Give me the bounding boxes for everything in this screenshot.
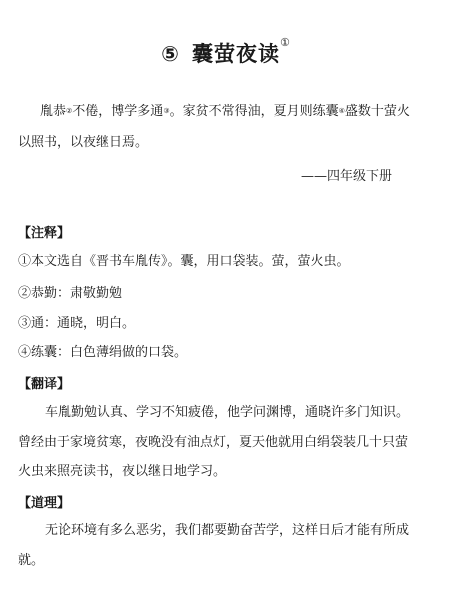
- note-mark-2: ②: [66, 107, 73, 115]
- translation-line-3: 火虫来照亮读书，夜以继日地学习。: [18, 464, 227, 479]
- note-item-2: ②恭勤：肃敬勤勉: [18, 286, 123, 301]
- text-segment: 。家贫不常得油，夏月则练囊: [169, 104, 339, 119]
- translation-line-1: 车胤勤勉认真、学习不知疲倦，他学问渊博，通晓许多门知识。: [45, 405, 410, 420]
- translation-heading: 【翻译】: [18, 377, 71, 392]
- note-item-3: ③通：通晓，明白。: [18, 316, 136, 331]
- moral-line-2: 就。: [18, 553, 45, 568]
- moral-heading: 【道理】: [18, 496, 71, 511]
- source-attribution: ——四年级下册: [300, 169, 392, 184]
- title-note-mark: ①: [279, 36, 291, 49]
- classical-text-line-2: 以照书，以夜继日焉。: [18, 135, 149, 150]
- note-mark-4: ④: [338, 107, 345, 115]
- title-text: 囊萤夜读: [191, 42, 280, 66]
- text-segment: 不倦，博学多通: [72, 104, 164, 119]
- page-title: [0, 38, 452, 68]
- note-item-4: ④练囊：白色薄绢做的口袋。: [18, 345, 188, 360]
- translation-line-2: 曾经由于家境贫寒，夜晚没有油点灯，夏天他就用白绢袋装几十只萤: [18, 435, 409, 450]
- notes-heading: 【注释】: [18, 226, 71, 241]
- classical-text-line-1: [40, 103, 410, 121]
- title-number: ⑤: [161, 42, 180, 66]
- text-segment: 盛数十萤火: [344, 104, 410, 119]
- moral-line-1: 无论环境有多么恶劣，我们都要勤奋苦学，这样日后才能有所成: [45, 523, 410, 538]
- text-segment: 胤恭: [40, 104, 67, 119]
- note-item-1: ①本文选自《晋书车胤传》。囊，用口袋装。萤，萤火虫。: [18, 254, 350, 269]
- note-mark-3: ③: [163, 107, 170, 115]
